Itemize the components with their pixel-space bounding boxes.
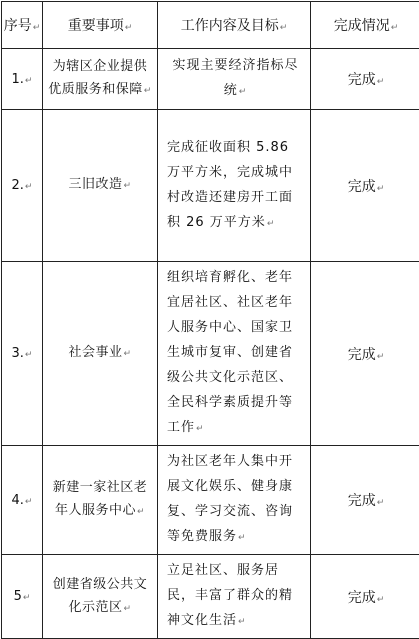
table-row bbox=[2, 555, 419, 639]
paragraph-mark: ↵ bbox=[239, 87, 248, 97]
paragraph-mark: ↵ bbox=[123, 181, 131, 191]
row-status: 完成↵ bbox=[311, 446, 419, 555]
work-items-table bbox=[1, 1, 419, 639]
paragraph-mark: ↵ bbox=[25, 76, 33, 86]
paragraph-mark: ↵ bbox=[33, 23, 41, 33]
row-item: 为辖区企业提供优质服务和保障↵ bbox=[43, 49, 158, 110]
row-number: 2.↵ bbox=[2, 110, 43, 262]
paragraph-mark: ↵ bbox=[196, 424, 205, 434]
paragraph-mark: ↵ bbox=[144, 86, 152, 96]
row-content: 实现主要经济指标尽统↵ bbox=[158, 49, 311, 110]
paragraph-mark: ↵ bbox=[377, 77, 385, 87]
paragraph-mark: ↵ bbox=[391, 23, 399, 33]
row-item: 社会事业↵ bbox=[43, 262, 158, 446]
paragraph-mark: ↵ bbox=[377, 595, 385, 605]
row-item: 三旧改造↵ bbox=[43, 110, 158, 262]
row-item: 创建省级公共文化示范区↵ bbox=[43, 555, 158, 639]
paragraph-mark: ↵ bbox=[25, 497, 33, 507]
paragraph-mark: ↵ bbox=[377, 184, 385, 194]
table-row bbox=[2, 110, 419, 262]
row-number: 1.↵ bbox=[2, 49, 43, 110]
row-number: 5↵ bbox=[2, 555, 43, 639]
row-status: 完成↵ bbox=[311, 262, 419, 446]
header-item: 重要事项↵ bbox=[43, 2, 158, 49]
row-content: 完成征收面积 5.86 万平方米，完成城中村改造还建房开工面积 26 万平方米↵ bbox=[158, 110, 311, 262]
table-row bbox=[2, 49, 419, 110]
row-content: 为社区老年人集中开展文化娱乐、健身康复、学习交流、咨询等免费服务↵ bbox=[158, 446, 311, 555]
row-number: 3.↵ bbox=[2, 262, 43, 446]
row-number: 4.↵ bbox=[2, 446, 43, 555]
header-status: 完成情况↵ bbox=[311, 2, 419, 49]
paragraph-mark: ↵ bbox=[23, 593, 31, 603]
paragraph-mark: ↵ bbox=[125, 23, 133, 33]
table-header-row bbox=[2, 2, 419, 49]
row-content: 立足社区、服务居民，丰富了群众的精神文化生活↵ bbox=[158, 555, 311, 639]
paragraph-mark: ↵ bbox=[377, 498, 385, 508]
row-status: 完成↵ bbox=[311, 555, 419, 639]
paragraph-mark: ↵ bbox=[25, 350, 33, 360]
row-item: 新建一家社区老年人服务中心↵ bbox=[43, 446, 158, 555]
row-status: 完成↵ bbox=[311, 49, 419, 110]
paragraph-mark: ↵ bbox=[123, 604, 131, 614]
paragraph-mark: ↵ bbox=[280, 23, 288, 33]
paragraph-mark: ↵ bbox=[238, 533, 247, 543]
row-status: 完成↵ bbox=[311, 110, 419, 262]
paragraph-mark: ↵ bbox=[267, 219, 276, 229]
table-row bbox=[2, 446, 419, 555]
header-number: 序号↵ bbox=[2, 2, 43, 49]
paragraph-mark: ↵ bbox=[377, 352, 385, 362]
table-row bbox=[2, 262, 419, 446]
paragraph-mark: ↵ bbox=[238, 617, 247, 627]
paragraph-mark: ↵ bbox=[123, 349, 131, 359]
header-content: 工作内容及目标↵ bbox=[158, 2, 311, 49]
paragraph-mark: ↵ bbox=[25, 182, 33, 192]
row-content: 组织培育孵化、老年宜居社区、社区老年人服务中心、国家卫生城市复审、创建省级公共文化示范区、全民科学素质提升等工作↵ bbox=[158, 262, 311, 446]
paragraph-mark: ↵ bbox=[137, 507, 145, 517]
